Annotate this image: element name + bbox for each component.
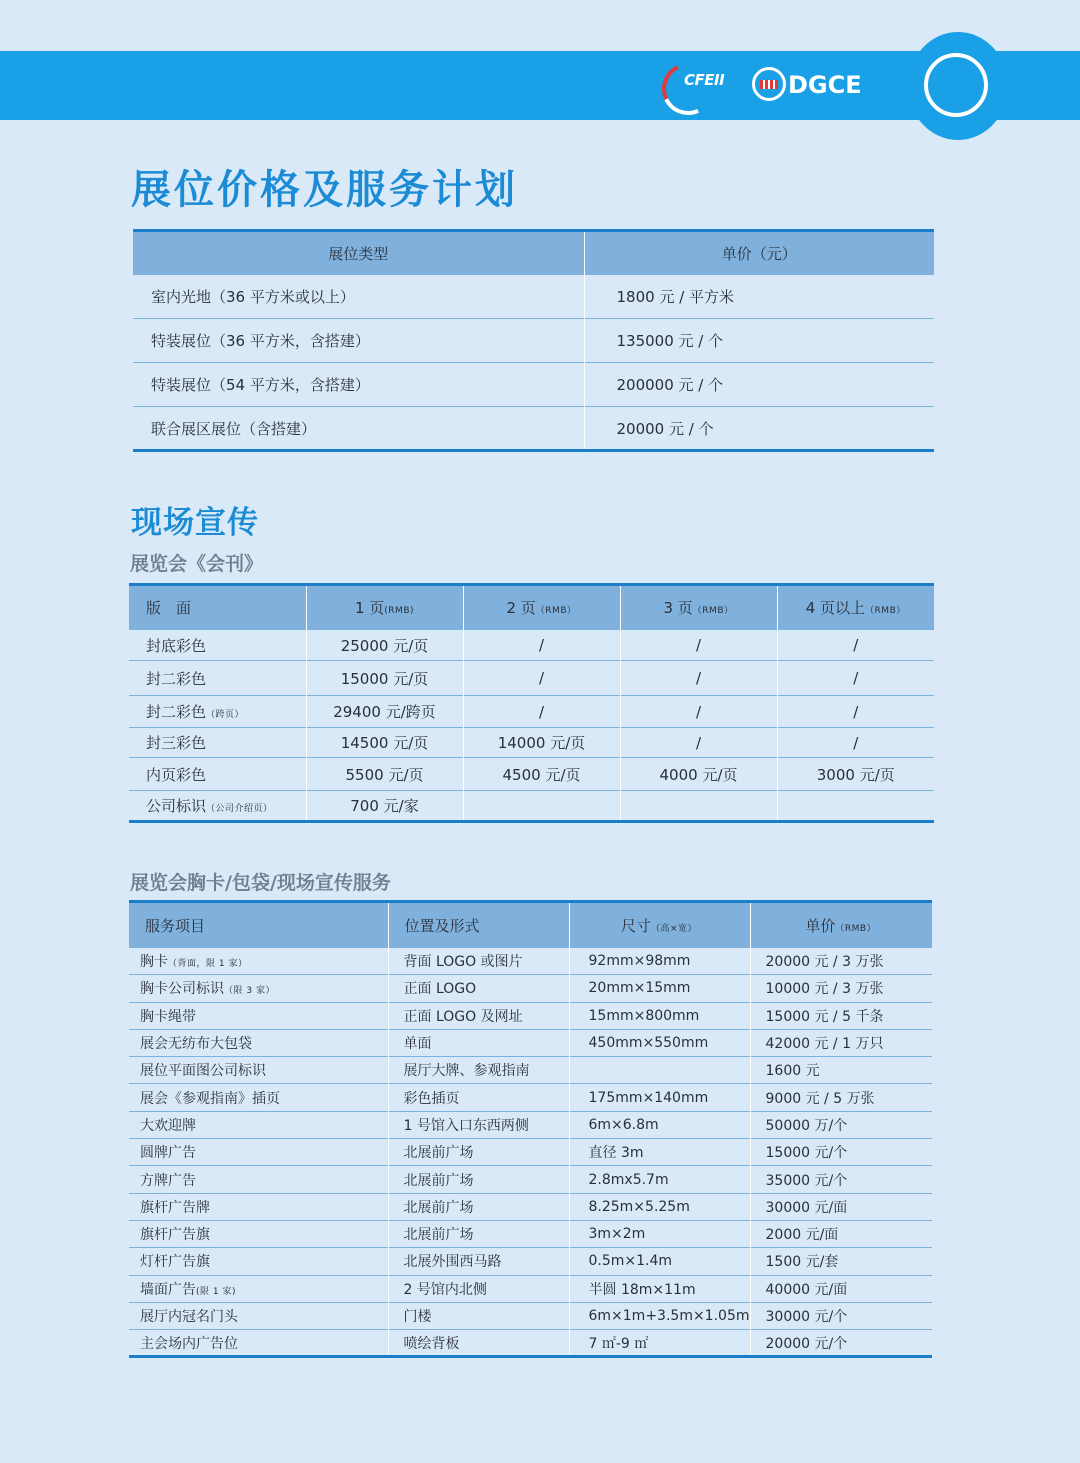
booth-price-table (133, 229, 934, 452)
catalog-header-label: 1 页 (354, 599, 385, 617)
service-position-cell: 单面 (388, 1029, 569, 1056)
table-row (129, 1166, 932, 1193)
service-size-cell: 15mm×800mm (569, 1002, 750, 1029)
service-size-cell: 175mm×140mm (569, 1084, 750, 1111)
service-price-cell: 2000 元/面 (750, 1220, 932, 1247)
promo-section-title: 现场宣传 (131, 505, 259, 541)
service-item-cell (129, 948, 388, 975)
catalog-price-cell (463, 791, 620, 822)
service-position-cell: 北展外围西马路 (388, 1248, 569, 1275)
catalog-header-cell (463, 585, 620, 630)
booth-type-cell: 特装展位（54 平方米，含搭建） (133, 363, 584, 407)
catalog-price-cell: 14000 元/页 (463, 728, 620, 758)
service-price-cell: 30000 元/面 (750, 1193, 932, 1220)
catalog-price-cell: / (620, 696, 777, 728)
services-header-note: （RMB） (835, 923, 877, 934)
service-position-cell: 2 号馆内北侧 (388, 1275, 569, 1302)
booth-price-cell: 135000 元 / 个 (584, 319, 934, 363)
service-position-cell: 门楼 (388, 1302, 569, 1329)
service-price-cell: 15000 元 / 5 千条 (750, 1002, 932, 1029)
table-row (129, 791, 934, 822)
header-booth-type: 展位类型 (133, 231, 584, 275)
service-size-cell: 6m×1m+3.5m×1.05m (569, 1302, 750, 1329)
service-size-cell: 20mm×15mm (569, 975, 750, 1002)
cfeii-logo (662, 59, 740, 111)
catalog-item-cell (129, 696, 306, 728)
catalog-price-cell: 3000 元/页 (777, 758, 934, 791)
booth-type-cell: 联合展区展位（含搭建） (133, 407, 584, 451)
booth-price-cell: 1800 元 / 平方米 (584, 275, 934, 319)
catalog-price-cell: / (777, 728, 934, 758)
catalog-header-note: （RMB） (692, 606, 734, 616)
service-item-name: 展会无纺布大包袋 (140, 1036, 252, 1053)
service-size-cell: 直径 3m (569, 1139, 750, 1166)
service-item-cell (129, 1248, 388, 1275)
service-item-name: 旗杆广告旗 (140, 1227, 210, 1244)
table-row (129, 1111, 932, 1138)
catalog-price-cell: / (777, 661, 934, 696)
catalog-price-cell: 15000 元/页 (306, 661, 463, 696)
booth-type-cell: 室内光地（36 平方米或以上） (133, 275, 584, 319)
catalog-item-cell (129, 661, 306, 696)
services-header-label: 位置及形式 (404, 916, 480, 935)
services-header-label: 单价 (805, 916, 836, 935)
catalog-price-cell: / (777, 696, 934, 728)
catalog-price-cell: / (463, 630, 620, 661)
table-row (129, 1057, 932, 1084)
services-header-label: 尺寸 (620, 916, 651, 935)
service-item-cell (129, 1193, 388, 1220)
service-item-name: 展厅内冠名门头 (140, 1309, 238, 1325)
catalog-item-name: 内页彩色 (146, 765, 207, 784)
service-item-cell (129, 1002, 388, 1029)
catalog-item-name: 封二彩色 (146, 669, 207, 688)
table-row (129, 1220, 932, 1247)
table-row (129, 1029, 932, 1056)
service-size-cell: 3m×2m (569, 1220, 750, 1247)
services-subtitle: 展览会胸卡/包袋/现场宣传服务 (130, 872, 391, 894)
service-position-cell: 北展前广场 (388, 1166, 569, 1193)
service-price-cell: 1500 元/套 (750, 1248, 932, 1275)
table-row (129, 728, 934, 758)
services-price-table (129, 900, 932, 1358)
catalog-item-name: 公司标识 (146, 797, 207, 815)
service-item-note: （限 3 家） (224, 986, 275, 997)
catalog-price-cell: / (620, 630, 777, 661)
cfeii-logo-text: CFEII (684, 71, 725, 89)
catalog-item-cell (129, 758, 306, 791)
catalog-price-cell: 4500 元/页 (463, 758, 620, 791)
booth-price-cell: 200000 元 / 个 (584, 363, 934, 407)
booth-price-cell: 20000 元 / 个 (584, 407, 934, 451)
booth-type-cell: 特装展位（36 平方米，含搭建） (133, 319, 584, 363)
catalog-header-label: 2 页 (506, 599, 536, 617)
table-row (129, 1002, 932, 1029)
service-item-name: 大欢迎牌 (140, 1117, 196, 1134)
catalog-price-cell: 5500 元/页 (306, 758, 463, 791)
dgce-logo (750, 59, 875, 111)
dgce-globe-icon (752, 67, 786, 101)
table-row (129, 1275, 932, 1302)
catalog-item-cell (129, 630, 306, 661)
service-position-cell: 北展前广场 (388, 1220, 569, 1247)
table-row (129, 661, 934, 696)
service-position-cell: 正面 LOGO 及网址 (388, 1002, 569, 1029)
catalog-price-cell: / (463, 696, 620, 728)
catalog-item-name: 封二彩色 (146, 703, 207, 721)
table-row (133, 275, 934, 319)
table-row (129, 1302, 932, 1329)
catalog-header-label: 4 页以上 (805, 599, 866, 617)
service-item-name: 胸卡公司标识 (140, 981, 224, 998)
catalog-item-name: 封三彩色 (146, 734, 207, 752)
service-item-name: 主会场内广告位 (140, 1335, 238, 1352)
services-header-cell (129, 902, 388, 948)
catalog-header-cell (306, 585, 463, 630)
table-header-row (129, 902, 932, 948)
table-row (129, 1330, 932, 1357)
service-item-name: 展会《参观指南》插页 (140, 1090, 280, 1107)
service-price-cell: 42000 元 / 1 万只 (750, 1029, 932, 1056)
service-position-cell: 彩色插页 (388, 1084, 569, 1111)
services-header-cell (388, 902, 569, 948)
catalog-price-cell: 14500 元/页 (306, 728, 463, 758)
dgce-logo-text: DGCE (788, 71, 862, 99)
table-row (133, 319, 934, 363)
service-size-cell: 7 ㎡-9 ㎡ (569, 1330, 750, 1357)
table-row (129, 1084, 932, 1111)
service-size-cell: 0.5m×1.4m (569, 1248, 750, 1275)
service-item-name: 灯杆广告旗 (140, 1254, 210, 1271)
services-header-cell (569, 902, 750, 948)
catalog-header-label: 3 页 (663, 599, 693, 617)
catalog-header-cell (777, 585, 934, 630)
service-item-name: 旗杆广告牌 (140, 1199, 210, 1216)
catalog-item-note: （跨页） (206, 710, 245, 720)
table-row (129, 975, 932, 1002)
service-item-cell (129, 1302, 388, 1329)
catalog-price-cell: 4000 元/页 (620, 758, 777, 791)
service-item-cell (129, 1166, 388, 1193)
table-row (129, 630, 934, 661)
service-price-cell: 10000 元 / 3 万张 (750, 975, 932, 1002)
service-item-name: 展位平面图公司标识 (140, 1063, 266, 1080)
service-item-cell (129, 1084, 388, 1111)
catalog-price-cell: / (620, 661, 777, 696)
service-position-cell: 背面 LOGO 或图片 (388, 948, 569, 975)
service-position-cell: 正面 LOGO (388, 975, 569, 1002)
service-size-cell: 8.25m×5.25m (569, 1193, 750, 1220)
catalog-header-label: 版 面 (146, 599, 192, 617)
table-row (129, 1193, 932, 1220)
service-item-cell (129, 1220, 388, 1247)
service-item-name: 圆牌广告 (140, 1145, 196, 1162)
service-item-cell (129, 1111, 388, 1138)
service-item-cell (129, 975, 388, 1002)
catalog-item-cell (129, 791, 306, 822)
service-position-cell: 展厅大牌、参观指南 (388, 1057, 569, 1084)
service-item-cell (129, 1139, 388, 1166)
table-header-row (133, 231, 934, 275)
catalog-price-cell: / (620, 728, 777, 758)
service-size-cell: 92mm×98mm (569, 948, 750, 975)
catalog-price-cell: 25000 元/页 (306, 630, 463, 661)
table-row (133, 363, 934, 407)
catalog-price-cell: / (777, 630, 934, 661)
service-item-name: 胸卡绳带 (140, 1008, 196, 1025)
service-item-cell (129, 1057, 388, 1084)
service-price-cell: 20000 元 / 3 万张 (750, 948, 932, 975)
table-row (129, 948, 932, 975)
catalog-price-cell: / (463, 661, 620, 696)
service-item-cell (129, 1330, 388, 1357)
ring-icon (924, 53, 988, 117)
service-position-cell: 1 号馆入口东西两侧 (388, 1111, 569, 1138)
service-price-cell: 20000 元/个 (750, 1330, 932, 1357)
table-row (129, 1139, 932, 1166)
catalog-header-note: (RMB) (384, 606, 415, 616)
service-price-cell: 50000 万/个 (750, 1111, 932, 1138)
service-item-cell (129, 1029, 388, 1056)
service-size-cell: 6m×6.8m (569, 1111, 750, 1138)
catalog-price-cell: 29400 元/跨页 (306, 696, 463, 728)
catalog-price-table (129, 583, 934, 823)
services-header-note: （高×宽） (650, 923, 698, 934)
service-item-cell (129, 1275, 388, 1302)
catalog-price-cell: 700 元/家 (306, 791, 463, 822)
service-position-cell: 北展前广场 (388, 1139, 569, 1166)
logo-group (662, 58, 875, 112)
table-row (129, 1248, 932, 1275)
service-item-note: （背面，限 1 家） (168, 959, 248, 970)
service-item-name: 墙面广告 (140, 1281, 196, 1298)
service-price-cell: 35000 元/个 (750, 1166, 932, 1193)
service-price-cell: 15000 元/个 (750, 1139, 932, 1166)
catalog-header-note: （RMB） (865, 606, 906, 616)
service-position-cell: 北展前广场 (388, 1193, 569, 1220)
service-price-cell: 40000 元/面 (750, 1275, 932, 1302)
table-row (129, 696, 934, 728)
catalog-header-note: （RMB） (535, 606, 577, 616)
header-unit-price: 单价（元） (584, 231, 934, 275)
service-item-name: 方牌广告 (140, 1172, 196, 1189)
service-size-cell (569, 1057, 750, 1084)
booth-section-title: 展位价格及服务计划 (131, 167, 518, 213)
table-row (133, 407, 934, 451)
catalog-item-name: 封底彩色 (146, 636, 207, 655)
service-item-name: 胸卡 (140, 954, 168, 971)
catalog-item-cell (129, 728, 306, 758)
catalog-header-cell (620, 585, 777, 630)
service-item-note: (限 1 家) (196, 1286, 236, 1297)
table-row (129, 758, 934, 791)
service-price-cell: 1600 元 (750, 1057, 932, 1084)
service-size-cell: 450mm×550mm (569, 1029, 750, 1056)
service-size-cell: 2.8mx5.7m (569, 1166, 750, 1193)
catalog-price-cell (620, 791, 777, 822)
service-price-cell: 30000 元/个 (750, 1302, 932, 1329)
services-header-cell (750, 902, 932, 948)
catalog-header-cell (129, 585, 306, 630)
service-price-cell: 9000 元 / 5 万张 (750, 1084, 932, 1111)
services-header-label: 服务项目 (145, 916, 206, 935)
catalog-subtitle: 展览会《会刊》 (130, 553, 264, 575)
service-position-cell: 喷绘背板 (388, 1330, 569, 1357)
service-size-cell: 半圆 18m×11m (569, 1275, 750, 1302)
catalog-price-cell (777, 791, 934, 822)
table-header-row (129, 585, 934, 630)
catalog-item-note: （公司介绍页） (206, 804, 273, 814)
